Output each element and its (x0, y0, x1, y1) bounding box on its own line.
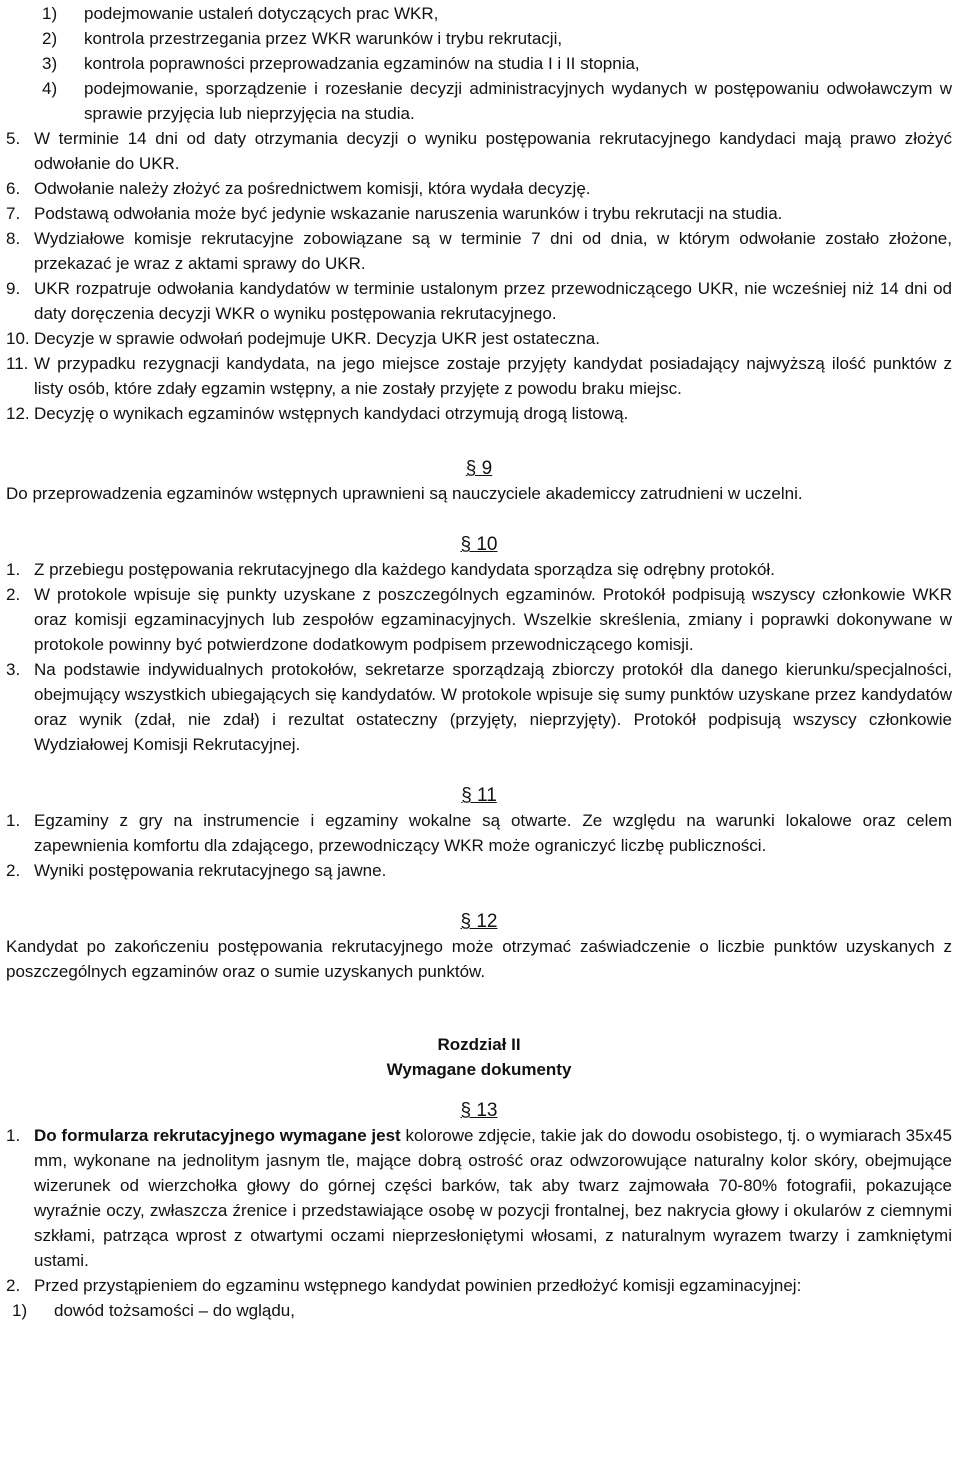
chapter-subtitle: Wymagane dokumenty (386, 1060, 572, 1079)
list-item: 8. Wydziałowe komisje rekrutacyjne zobowiązane są w terminie 7 dni od dnia, w którym odwołanie zostało złożone, przekazać je wraz z aktami sprawy do UKR. (6, 229, 952, 273)
list-item: 2. Przed przystąpieniem do egzaminu wstępnego kandydat powinien przedłożyć komisji egzaminacyjnej: (6, 1276, 802, 1295)
list-item: 1. Z przebiegu postępowania rekrutacyjnego dla każdego kandydata sporządza się odrębny protokół. (6, 560, 775, 579)
list-item: 1. Do formularza rekrutacyjnego wymagane jest kolorowe zdjęcie, takie jak do dowodu osobistego, tj. o wymiarach 35x45 mm, wykonane na jednolitym jasnym tle, mające dobrą ostrość oraz odwzorowujące naturalny kolor skóry, obejmujące wizerunek od wierzchołka głowy do górnej części barków, tak aby twarz zajmowała 70-80% fotografii, pokazujące wyraźnie oczy, zwłaszcza źrenice i przedstawiające osobę w pozycji frontalnej, bez nakrycia głowy i okularów z ciemnymi szkłami, patrząca wprost z otwartymi oczami nieprzesłoniętymi włosami, z naturalnym wyrazem twarzy i zamkniętymi ustami. (6, 1126, 952, 1270)
list-item: 2. W protokole wpisuje się punkty uzyskane z poszczególnych egzaminów. Protokół podpisują wszyscy członkowie WKR oraz komisji egzaminacyjnych lub zespołów egzaminacyjnych. Wszelkie skreślenia, zmiany i poprawki dokonywane w protokole powinny być potwierdzone dodatkowym podpisem przewodniczącego komisji. (6, 585, 952, 654)
section-heading-10: § 10 (460, 534, 498, 555)
section-heading-13: § 13 (460, 1100, 498, 1121)
list-item: 6. Odwołanie należy złożyć za pośrednictwem komisji, która wydała decyzję. (6, 179, 591, 198)
list-main (6, 126, 952, 426)
section-heading-11: § 11 (461, 785, 497, 806)
list-item: 7. Podstawą odwołania może być jedynie wskazanie naruszenia warunków i trybu rekrutacji na studia. (6, 204, 783, 223)
list-item: 10. Decyzje w sprawie odwołań podejmuje UKR. Decyzja UKR jest ostateczna. (6, 329, 600, 348)
chapter-title: Rozdział II (437, 1035, 521, 1054)
list-item: 3) kontrola poprawności przeprowadzania egzaminów na studia I i II stopnia, (42, 54, 640, 73)
section-10-list (6, 557, 952, 757)
list-item: 1. Egzaminy z gry na instrumencie i egzaminy wokalne są otwarte. Ze względu na warunki lokalowe oraz celem zapewnienia komfortu dla zdającego, przewodniczący WKR może ograniczyć liczbę publiczności. (6, 811, 952, 855)
section-12-text: Kandydat po zakończeniu postępowania rekrutacyjnego może otrzymać zaświadczenie o liczbie punktów uzyskanych z poszczególnych egzaminów oraz o sumie uzyskanych punktów. (6, 937, 952, 981)
list-item: 5. W terminie 14 dni od daty otrzymania decyzji o wyniku postępowania rekrutacyjnego kandydaci mają prawo złożyć odwołanie do UKR. (6, 129, 952, 173)
list-item: 12. Decyzję o wynikach egzaminów wstępnych kandydaci otrzymują drogą listową. (6, 404, 629, 423)
list-item: 1) podejmowanie ustaleń dotyczących prac WKR, (42, 4, 439, 23)
section-13-list (6, 1123, 952, 1323)
list-item: 2) kontrola przestrzegania przez WKR warunków i trybu rekrutacji, (42, 29, 563, 48)
section-heading-9: § 9 (465, 458, 493, 479)
list-item: 3. Na podstawie indywidualnych protokołów, sekretarze sporządzają zbiorczy protokół dla danego kierunku/specjalności, obejmujący wszystkich ubiegających się kandydatów. W protokole wpisuje się sumy punktów uzyskane przez kandydatów oraz wynik (zdał, nie zdał) i rezultat ostateczny (przyjęty, nieprzyjęty). Protokół podpisują wszyscy członkowie Wydziałowej Komisji Rekrutacyjnej. (6, 660, 952, 754)
list-item: 9. UKR rozpatruje odwołania kandydatów w terminie ustalonym przez przewodniczącego UKR, nie wcześniej niż 14 dni od daty doręczenia decyzji WKR o wyniku postępowania rekrutacyjnego. (6, 279, 952, 323)
list-item: 4) podejmowanie, sporządzenie i rozesłanie decyzji administracyjnych wydanych w postępowaniu odwoławczym w sprawie przyjęcia lub nieprzyjęcia na studia. (42, 79, 952, 123)
section-heading-12: § 12 (460, 911, 498, 932)
list-item: 1) dowód tożsamości – do wglądu, (12, 1301, 295, 1320)
list-item: 11. W przypadku rezygnacji kandydata, na jego miejsce zostaje przyjęty kandydat posiadający najwyższą ilość punktów z listy osób, które zdały egzamin wstępny, a nie zostały przyjęte z powodu braku miejsc. (6, 354, 952, 398)
section-11-list (6, 808, 952, 883)
list-item: 2. Wyniki postępowania rekrutacyjnego są jawne. (6, 861, 387, 880)
section-9-text: Do przeprowadzenia egzaminów wstępnych uprawnieni są nauczyciele akademiccy zatrudnieni w uczelni. (6, 484, 803, 503)
emphasis-text: Do formularza rekrutacyjnego wymagane jest (34, 1126, 401, 1145)
list-top (6, 1, 952, 126)
